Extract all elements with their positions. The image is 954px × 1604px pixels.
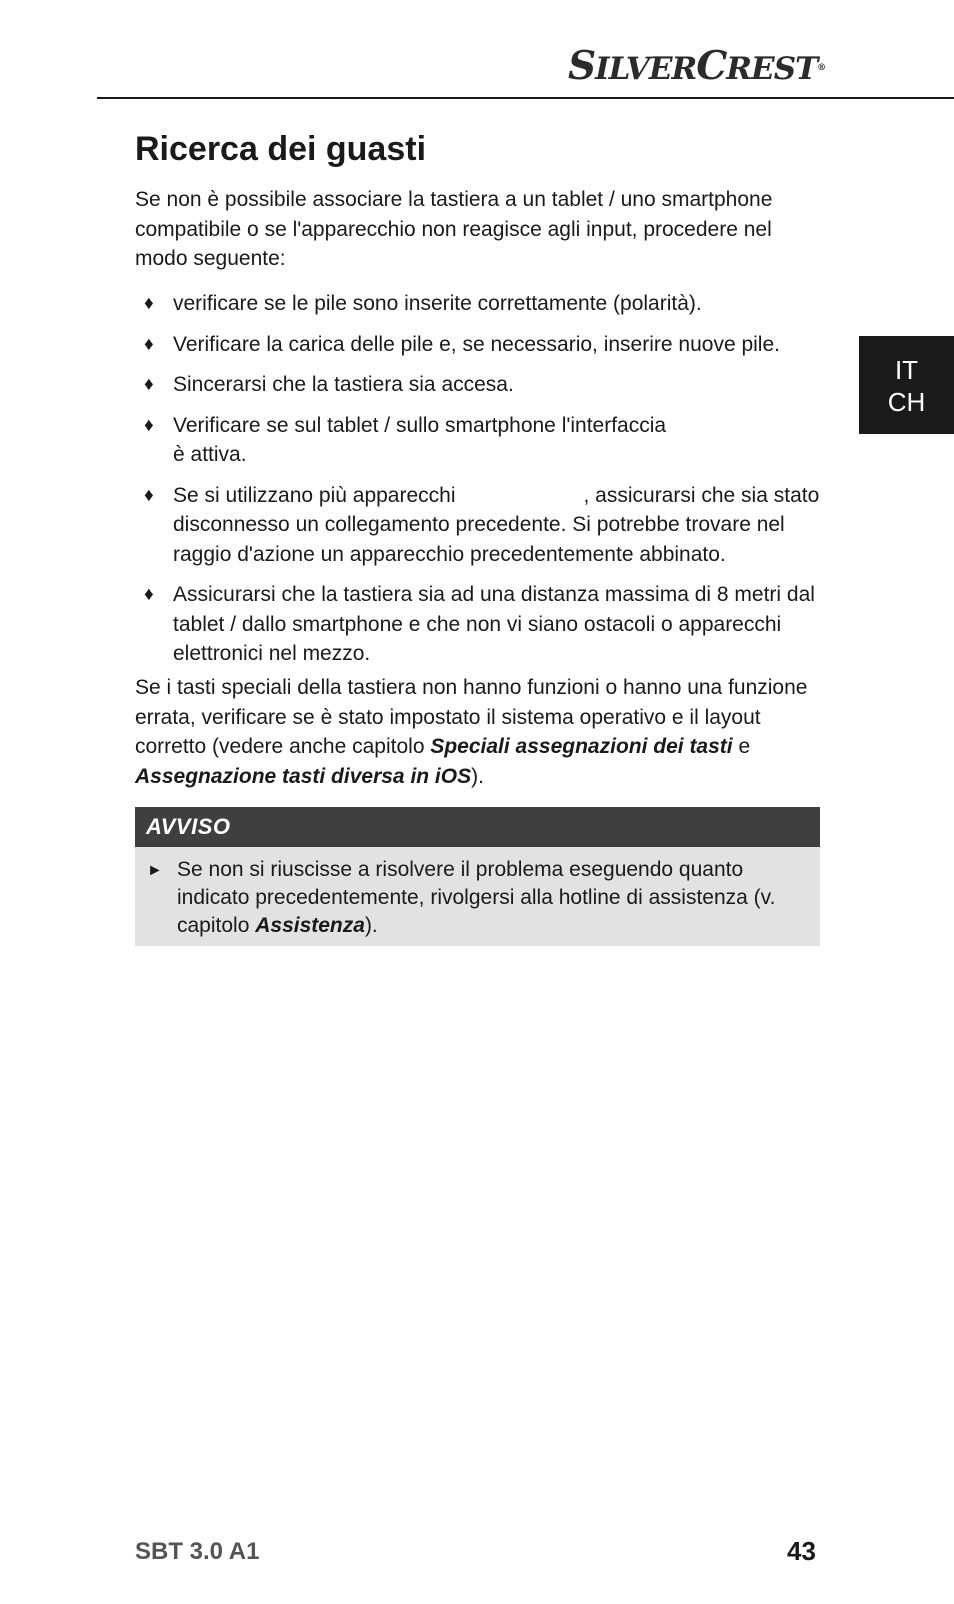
logo-letters: ILVER <box>595 51 697 87</box>
logo-letter: S <box>568 43 596 89</box>
header-rule <box>97 97 954 99</box>
language-code-ch: CH <box>887 387 926 417</box>
list-item-text: Assicurarsi che la tastiera sia ad una distanza massima di 8 metri dal tablet / dallo smartphone e che non vi siano ostacoli o apparecchi elettronici nel mezzo. <box>173 583 815 665</box>
special-keys-paragraph <box>135 673 825 791</box>
chapter-reference: Assegnazione tasti diversa in iOS <box>135 764 472 788</box>
language-code-it: IT <box>894 355 919 385</box>
brand-logo <box>568 42 858 90</box>
model-number: SBT 3.0 A1 <box>135 1538 260 1565</box>
paragraph-text: e <box>732 735 751 758</box>
notice-heading: AVVISO <box>135 807 820 847</box>
intro-paragraph: Se non è possibile associare la tastiera a un tablet / uno smartphone compatibile o se l'apparecchio non reagisce agli input, procedere nel modo seguente: <box>135 188 773 270</box>
list-item-text: Verificare se sul tablet / sullo smartphone l'interfaccia <box>173 413 667 437</box>
list-item-text: Verificare la carica delle pile e, se necessario, inserire nuove pile. <box>173 332 780 356</box>
list-item <box>135 370 825 400</box>
paragraph-text: ). <box>471 764 484 788</box>
diamond-bullet-icon: ♦ <box>144 293 154 314</box>
list-item-text: Sincerarsi che la tastiera sia accesa. <box>173 373 514 396</box>
diamond-bullet-icon: ♦ <box>144 333 154 355</box>
page-title: Ricerca dei guasti <box>135 130 427 168</box>
notice-box <box>135 807 820 946</box>
diamond-bullet-icon: ♦ <box>144 584 154 605</box>
arrow-right-icon: ► <box>147 862 163 879</box>
list-item <box>135 289 825 319</box>
chapter-reference: Assistenza <box>255 914 365 937</box>
list-item-text: Se si utilizzano più apparecchi <box>173 483 456 507</box>
list-item-text: , assicurarsi che sia stato disconnesso un collegamento precedente. Si potrebbe trovare nel raggio d'azione un apparecchio precedentemente abbinato. <box>173 483 820 566</box>
page-number: 43 <box>787 1536 816 1566</box>
notice-text: Se non si riuscisse a risolvere il problema eseguendo quanto indicato precedentemente, rivolgersi alla hotline di assistenza (v. capitolo <box>177 858 776 937</box>
paragraph-text: Se i tasti speciali della tastiera non hanno funzioni o hanno una funzione errata, verificare se è stato impostato il sistema operativo e il layout corretto (vedere anche capitolo <box>135 676 808 758</box>
diamond-bullet-icon: ♦ <box>144 374 154 395</box>
list-item <box>135 580 825 669</box>
list-item <box>135 411 825 470</box>
diamond-bullet-icon: ♦ <box>144 414 154 436</box>
list-item-text: verificare se le pile sono inserite correttamente (polarità). <box>173 292 702 315</box>
troubleshooting-list <box>135 289 825 680</box>
list-item <box>135 330 825 360</box>
language-tab <box>859 336 954 434</box>
chapter-reference: Speciali assegnazioni dei tasti <box>430 735 733 758</box>
diamond-bullet-icon: ♦ <box>144 484 154 506</box>
logo-letter: C <box>696 43 727 89</box>
registered-mark: ® <box>817 63 826 73</box>
notice-body <box>135 847 820 946</box>
logo-letters: REST <box>726 51 818 87</box>
list-item-text: è attiva. <box>173 443 247 466</box>
list-item <box>135 481 825 570</box>
notice-text: ). <box>364 914 378 937</box>
